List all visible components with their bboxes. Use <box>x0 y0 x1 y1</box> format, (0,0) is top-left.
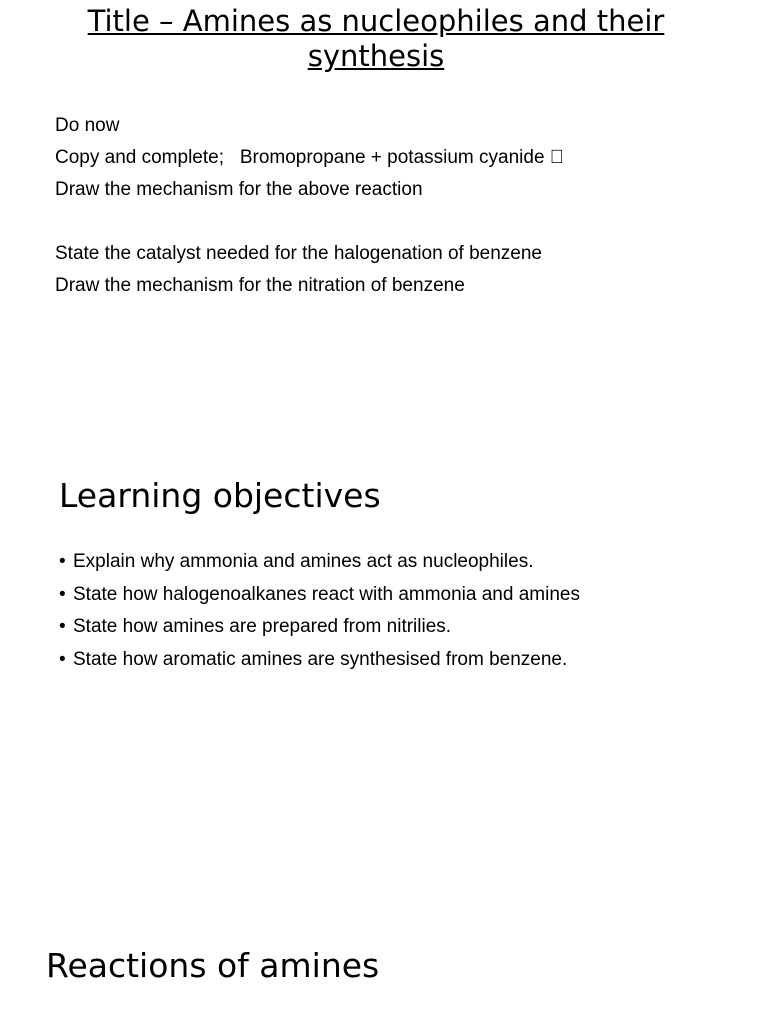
objective-text: State how aromatic amines are synthesised from benzene. <box>73 648 568 670</box>
objective-text: Explain why ammonia and amines act as nucleophiles. <box>73 551 534 572</box>
list-item <box>59 579 580 612</box>
do-now-task-draw-mechanism: Draw the mechanism for the above reaction <box>55 179 423 200</box>
do-now-blank-line <box>55 206 564 238</box>
learning-objectives-heading: Learning objectives <box>59 476 381 515</box>
do-now-task-nitration: Draw the mechanism for the nitration of benzene <box>55 275 465 296</box>
do-now-section <box>55 110 564 302</box>
do-now-label: Do now <box>55 115 120 136</box>
learning-objectives-list <box>59 546 580 676</box>
bullet-icon: • <box>59 648 66 670</box>
do-now-task-copy-complete: Copy and complete; Bromopropane + potassium cyanide <box>55 147 556 168</box>
bullet-icon: • <box>59 551 66 572</box>
list-item <box>59 611 580 644</box>
bullet-icon: • <box>59 583 66 605</box>
objective-text: State how halogenoalkanes react with ammonia and amines <box>73 583 580 605</box>
do-now-task-catalyst: State the catalyst needed for the halogenation of benzene <box>55 243 542 264</box>
objective-text: State how amines are prepared from nitrilies. <box>73 616 452 637</box>
reactions-heading: Reactions of amines <box>46 946 380 985</box>
list-item <box>59 644 580 677</box>
page-title: Title – Amines as nucleophiles and their synthesis <box>87 4 665 73</box>
bullet-icon: • <box>59 616 66 637</box>
list-item <box>59 546 580 579</box>
